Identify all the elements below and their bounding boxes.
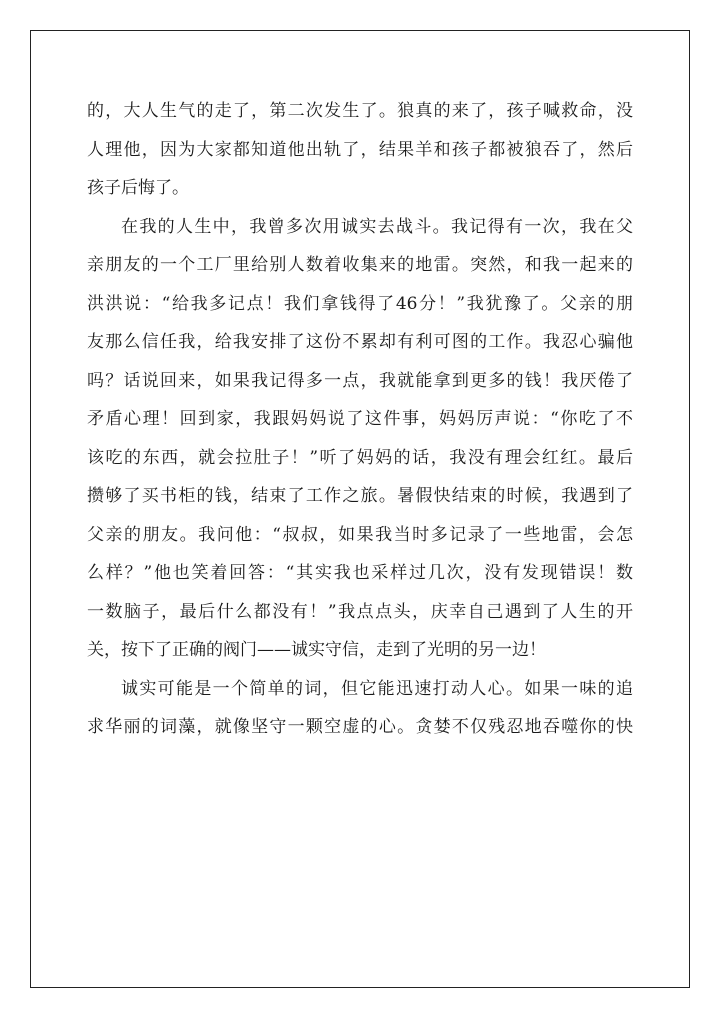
- text-line: 洪洪说：“给我多记点！我们拿钱得了46分！”我犹豫了。父亲的朋: [87, 293, 633, 314]
- document-body: [87, 92, 633, 747]
- text-line: 该吃的东西，就会拉肚子！”听了妈妈的话，我没有理会红红。最后: [87, 447, 633, 468]
- text-line: 一数脑子，最后什么都没有！”我点点头，庆幸自己遇到了人生的开: [87, 601, 633, 622]
- paragraph-first-line: 诚实可能是一个简单的词，但它能迅速打动人心。如果一味的追: [121, 678, 633, 699]
- text-line: 攒够了买书柜的钱，结束了工作之旅。暑假快结束的时候，我遇到了: [87, 486, 633, 506]
- text-line: 人理他，因为大家都知道他出轨了，结果羊和孩子都被狼吞了，然后: [87, 139, 633, 160]
- text-line: 求华丽的词藻，就像坚守一颗空虚的心。贪婪不仅残忍地吞噬你的快: [87, 717, 633, 737]
- text-line: 友那么信任我，给我安排了这份不累却有利可图的工作。我忍心骗他: [87, 332, 633, 352]
- text-line: 吗？话说回来，如果我记得多一点，我就能拿到更多的钱！我厌倦了: [87, 370, 633, 391]
- text-line: 矛盾心理！回到家，我跟妈妈说了这件事，妈妈厉声说：“你吃了不: [87, 409, 633, 429]
- text-line: 亲朋友的一个工厂里给别人数着收集来的地雷。突然，和我一起来的: [87, 255, 633, 275]
- text-line: 父亲的朋友。我问他：“叔叔，如果我当时多记录了一些地雷，会怎: [87, 524, 633, 545]
- text-line: 关，按下了正确的阀门——诚实守信，走到了光明的另一边！: [87, 640, 546, 660]
- paragraph-first-line: 在我的人生中，我曾多次用诚实去战斗。我记得有一次，我在父: [121, 216, 633, 237]
- text-line: 的，大人生气的走了，第二次发生了。狼真的来了，孩子喊救命，没: [87, 101, 633, 121]
- text-line: 孩子后悔了。: [87, 178, 189, 198]
- text-line: 么样？”他也笑着回答：“其实我也采样过几次，没有发现错误！数: [87, 563, 633, 583]
